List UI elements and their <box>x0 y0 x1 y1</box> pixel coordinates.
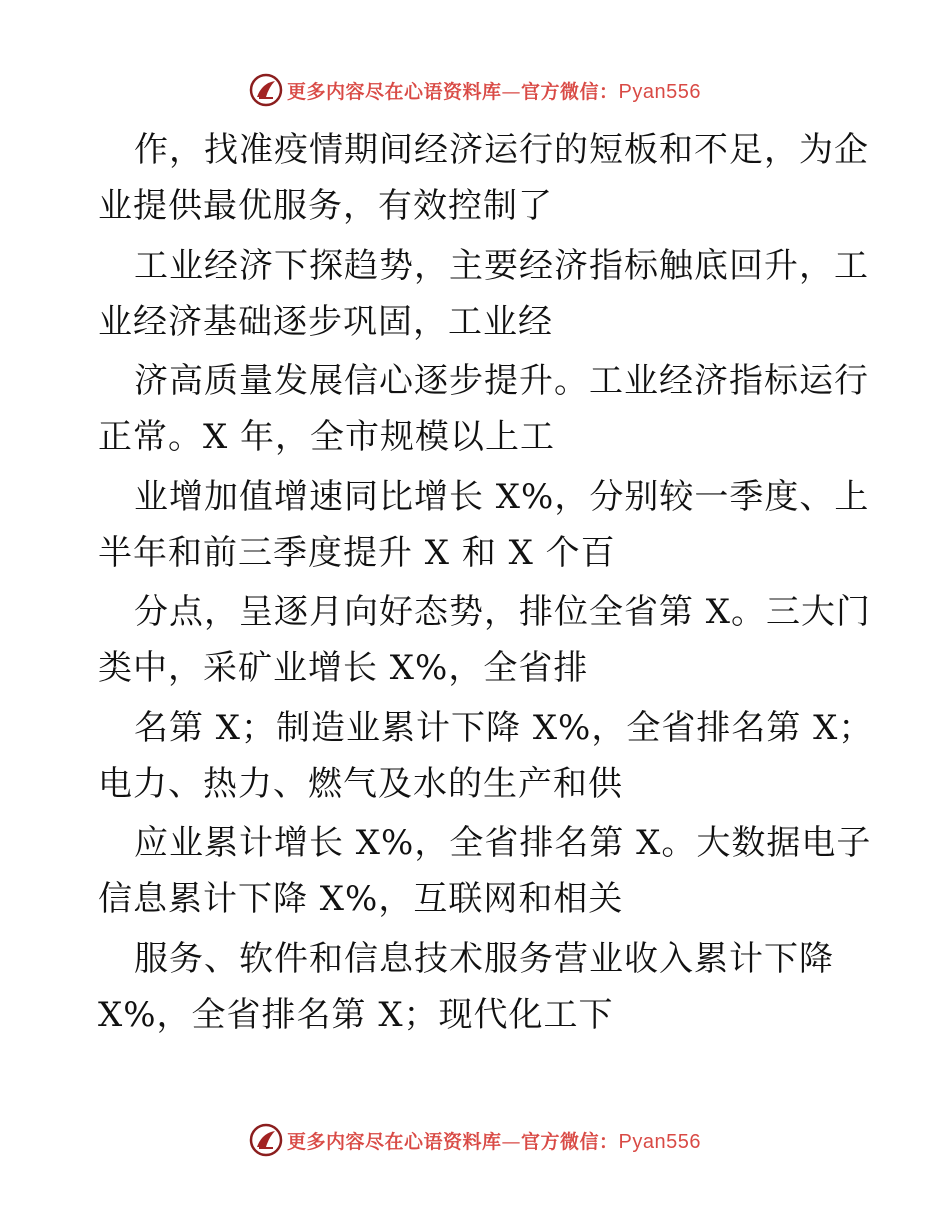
paragraph-3-line-2: 正常。X 年，全市规模以上工 <box>98 417 556 457</box>
banner-main-text: 更多内容尽在心语资料库 <box>287 1130 502 1153</box>
banner-wechat-id: Pyan556 <box>618 80 701 103</box>
banner-official-label: 官方微信： <box>521 80 619 103</box>
banner-dash: — <box>501 80 522 103</box>
banner-dash: — <box>501 1130 522 1153</box>
banner-main-text: 更多内容尽在心语资料库 <box>287 80 502 103</box>
paragraph-8-line-1: 服务、软件和信息技术服务营业收入累计下降 <box>134 939 834 979</box>
banner-text <box>287 77 701 104</box>
paragraph-5-line-1: 分点，呈逐月向好态势，排位全省第 X。三大门 <box>134 592 872 632</box>
paragraph-7-line-2: 信息累计下降 X%，互联网和相关 <box>98 879 624 919</box>
book-logo-icon <box>249 73 283 107</box>
paragraph-6-line-2: 电力、热力、燃气及水的生产和供 <box>98 764 623 804</box>
paragraph-4-line-2: 半年和前三季度提升 X 和 X 个百 <box>98 533 616 573</box>
paragraph-2-line-1: 工业经济下探趋势，主要经济指标触底回升，工 <box>134 246 869 286</box>
footer-banner <box>0 1120 950 1160</box>
paragraph-1-line-1: 作，找准疫情期间经济运行的短板和不足，为企 <box>134 130 869 170</box>
paragraph-1-line-2: 业提供最优服务，有效控制了 <box>98 186 553 226</box>
paragraph-3-line-1: 济高质量发展信心逐步提升。工业经济指标运行 <box>134 361 869 401</box>
paragraph-4-line-1: 业增加值增速同比增长 X%，分别较一季度、上 <box>134 477 870 517</box>
paragraph-6-line-1: 名第 X；制造业累计下降 X%，全省排名第 X； <box>134 708 874 748</box>
banner-official-label: 官方微信： <box>521 1130 619 1153</box>
header-banner <box>0 70 950 110</box>
banner-wechat-id: Pyan556 <box>618 1130 701 1153</box>
paragraph-2-line-2: 业经济基础逐步巩固，工业经 <box>98 302 553 342</box>
paragraph-8-line-2: X%，全省排名第 X；现代化工下 <box>98 995 614 1035</box>
book-logo-icon <box>249 1123 283 1157</box>
banner-text <box>287 1127 701 1154</box>
paragraph-5-line-2: 类中，采矿业增长 X%，全省排 <box>98 648 589 688</box>
paragraph-7-line-1: 应业累计增长 X%，全省排名第 X。大数据电子 <box>134 823 872 863</box>
